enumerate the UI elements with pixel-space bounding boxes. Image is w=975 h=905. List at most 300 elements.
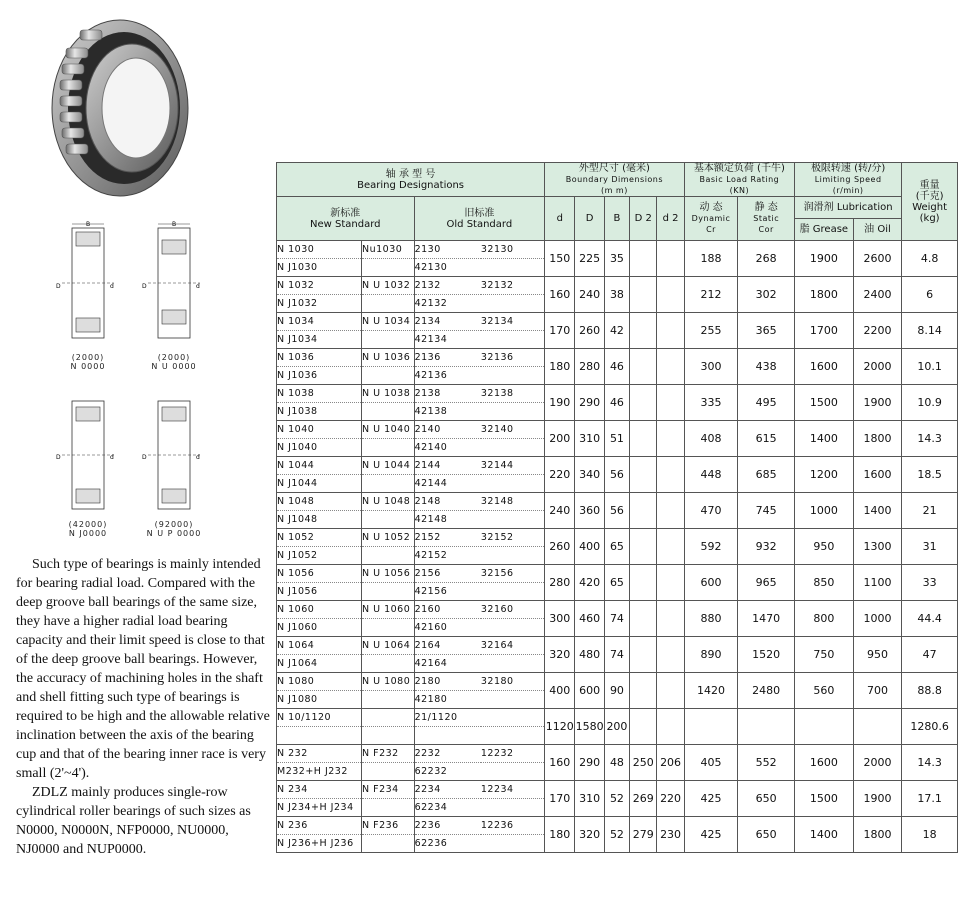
new-designation-alt: N U 1040	[361, 421, 414, 439]
new-designation: N J1034	[277, 334, 318, 345]
old-designation-alt: 12232	[481, 745, 545, 763]
old-designation: 2138	[414, 385, 481, 403]
dim-D: 310	[575, 421, 604, 457]
dim-d: 180	[545, 817, 575, 853]
dim-d: 200	[545, 421, 575, 457]
new-designation: N 1034	[277, 313, 362, 331]
diagram-n0000	[48, 218, 128, 371]
dim-D2	[630, 529, 657, 565]
col-d-header: d	[545, 197, 575, 241]
new-designation-alt: N U 1036	[361, 349, 414, 367]
old-designation-alt	[481, 691, 545, 709]
dim-d2	[657, 565, 684, 601]
lubrication-header: 润滑剂 Lubrication	[795, 197, 902, 219]
table-row	[277, 457, 958, 475]
old-designation-alt: 32156	[481, 565, 545, 583]
dim-B: 200	[604, 709, 629, 745]
dim-D2	[630, 673, 657, 709]
dim-D: 1580	[575, 709, 604, 745]
grease-speed: 850	[795, 565, 854, 601]
old-designation-alt	[481, 583, 545, 601]
dynamic-load: 188	[684, 241, 738, 277]
old-designation: 42136	[414, 367, 481, 385]
static-load: 302	[738, 277, 795, 313]
dim-d2	[657, 457, 684, 493]
dim-D: 310	[575, 781, 604, 817]
dim-d: 400	[545, 673, 575, 709]
new-designation: N 1080	[277, 673, 362, 691]
table-row	[277, 709, 958, 727]
new-designation-alt: Nu1030	[361, 241, 414, 259]
table-row	[277, 421, 958, 439]
new-designation-alt: N F236	[361, 817, 414, 835]
grease-speed: 1400	[795, 817, 854, 853]
old-designation-alt	[481, 547, 545, 565]
new-designation: N 234	[277, 781, 362, 799]
diagram-nj0000	[48, 395, 128, 538]
new-designation-alt	[361, 295, 414, 313]
old-designation-alt	[481, 295, 545, 313]
weight: 21	[902, 493, 958, 529]
old-designation: 42164	[414, 655, 481, 673]
bearing-spec-table	[276, 162, 958, 853]
old-designation-alt	[481, 619, 545, 637]
new-designation-alt	[361, 331, 414, 349]
dim-d2	[657, 313, 684, 349]
svg-text:d: d	[196, 454, 200, 461]
old-designation-alt	[481, 727, 545, 745]
dim-D: 340	[575, 457, 604, 493]
weight: 10.1	[902, 349, 958, 385]
diagram-caption: (2000)	[157, 353, 191, 362]
dim-D: 290	[575, 385, 604, 421]
dynamic-load: 592	[684, 529, 738, 565]
static-load: 268	[738, 241, 795, 277]
old-designation: 2132	[414, 277, 481, 295]
old-designation-alt	[481, 763, 545, 781]
new-designation-alt	[361, 259, 414, 277]
new-designation-alt: N U 1064	[361, 637, 414, 655]
dim-d2: 220	[657, 781, 684, 817]
svg-text:D: D	[56, 283, 61, 290]
new-designation-alt	[361, 835, 414, 853]
old-designation: 2148	[414, 493, 481, 511]
svg-text:d: d	[110, 454, 114, 461]
new-designation: N 1052	[277, 529, 362, 547]
dim-d2	[657, 385, 684, 421]
old-designation: 2164	[414, 637, 481, 655]
dim-d: 220	[545, 457, 575, 493]
dynamic-load: 212	[684, 277, 738, 313]
old-designation-alt: 32180	[481, 673, 545, 691]
new-designation: N J1052	[277, 550, 318, 561]
static-load: 650	[738, 781, 795, 817]
dim-D2	[630, 385, 657, 421]
static-load: 1470	[738, 601, 795, 637]
description-paragraph: Such type of bearings is mainly intended for bearing radial load. Compared with the deep groove ball bearings of the same size, they have a higher radial load bearing capacity and their limit speed is close to that of the deep groove ball bearings. However, the accuracy of machining holes in the shaft and shell fitting such type of bearings is required to be high and the allowable relative inclination between the axis of the bearing cup and that of the bearing inner race is very small (2'~4').	[16, 557, 270, 781]
old-designation-alt: 32160	[481, 601, 545, 619]
dim-D2	[630, 457, 657, 493]
dim-D2	[630, 601, 657, 637]
dim-D: 225	[575, 241, 604, 277]
dynamic-load: 425	[684, 817, 738, 853]
new-designation-alt: N U 1032	[361, 277, 414, 295]
dim-d2: 230	[657, 817, 684, 853]
dim-d: 160	[545, 745, 575, 781]
dim-D: 260	[575, 313, 604, 349]
static-load: 2480	[738, 673, 795, 709]
table-row	[277, 493, 958, 511]
new-designation: N 1032	[277, 277, 362, 295]
new-designation: N J1080	[277, 694, 318, 705]
old-designation: 42180	[414, 691, 481, 709]
old-designation: 2234	[414, 781, 481, 799]
bearing-photo	[40, 8, 190, 198]
oil-speed: 1000	[853, 601, 902, 637]
dim-D: 360	[575, 493, 604, 529]
weight: 47	[902, 637, 958, 673]
weight: 6	[902, 277, 958, 313]
oil-speed: 950	[853, 637, 902, 673]
dim-D: 400	[575, 529, 604, 565]
diagram-caption: N 0000	[70, 362, 106, 371]
static-load	[738, 709, 795, 745]
grease-speed: 1400	[795, 421, 854, 457]
dynamic-load: 335	[684, 385, 738, 421]
oil-speed: 2000	[853, 745, 902, 781]
new-designation-alt	[361, 583, 414, 601]
new-designation: N 1038	[277, 385, 362, 403]
grease-speed: 1500	[795, 385, 854, 421]
dim-d: 170	[545, 313, 575, 349]
weight: 14.3	[902, 421, 958, 457]
old-designation-alt	[481, 655, 545, 673]
dim-D2	[630, 313, 657, 349]
static-load: 685	[738, 457, 795, 493]
old-designation-alt	[481, 835, 545, 853]
dim-B: 74	[604, 601, 629, 637]
dim-d: 300	[545, 601, 575, 637]
oil-speed: 1800	[853, 421, 902, 457]
new-designation: N 1036	[277, 349, 362, 367]
description	[16, 555, 272, 859]
oil-speed: 700	[853, 673, 902, 709]
weight: 1280.6	[902, 709, 958, 745]
table-row	[277, 277, 958, 295]
old-designation: 2140	[414, 421, 481, 439]
svg-text:D: D	[142, 454, 147, 461]
weight: 4.8	[902, 241, 958, 277]
spec-table-body	[277, 241, 958, 853]
new-designation-alt	[361, 547, 414, 565]
dim-D: 600	[575, 673, 604, 709]
old-designation-alt: 32148	[481, 493, 545, 511]
old-designation-alt: 32144	[481, 457, 545, 475]
dim-d2	[657, 709, 684, 745]
dim-d2	[657, 493, 684, 529]
new-designation-alt	[361, 727, 414, 745]
old-designation-alt	[481, 709, 545, 727]
dim-D2	[630, 565, 657, 601]
oil-speed: 2200	[853, 313, 902, 349]
dim-B: 65	[604, 529, 629, 565]
old-designation: 42132	[414, 295, 481, 313]
dim-d: 160	[545, 277, 575, 313]
dim-B: 52	[604, 817, 629, 853]
new-designation-alt: N U 1052	[361, 529, 414, 547]
weight: 88.8	[902, 673, 958, 709]
dim-B: 38	[604, 277, 629, 313]
weight: 14.3	[902, 745, 958, 781]
new-designation-alt	[361, 511, 414, 529]
table-row	[277, 817, 958, 835]
old-designation-alt: 12234	[481, 781, 545, 799]
weight-header: 重量 (千克) Weight (kg)	[902, 163, 958, 241]
oil-speed: 2400	[853, 277, 902, 313]
grease-speed: 1500	[795, 781, 854, 817]
col-B-header: B	[604, 197, 629, 241]
new-designation: N J1040	[277, 442, 318, 453]
static-load: 552	[738, 745, 795, 781]
old-designation: 62232	[414, 763, 481, 781]
new-designation: N J1032	[277, 298, 318, 309]
dynamic-load: 1420	[684, 673, 738, 709]
old-designation	[414, 727, 481, 745]
old-designation: 42148	[414, 511, 481, 529]
new-designation: N 10/1120	[277, 709, 362, 727]
dim-D: 480	[575, 637, 604, 673]
new-designation: N 1056	[277, 565, 362, 583]
dim-B: 35	[604, 241, 629, 277]
grease-speed: 1900	[795, 241, 854, 277]
weight: 31	[902, 529, 958, 565]
load-rating-header: 基本额定负荷 (千牛) Basic Load Rating (KN)	[684, 163, 794, 197]
old-designation-alt: 32164	[481, 637, 545, 655]
new-designation-alt: N U 1080	[361, 673, 414, 691]
new-designation-alt: N U 1060	[361, 601, 414, 619]
dim-d2	[657, 673, 684, 709]
dynamic-load	[684, 709, 738, 745]
col-D-header: D	[575, 197, 604, 241]
table-row	[277, 349, 958, 367]
dim-D2: 269	[630, 781, 657, 817]
old-designation: 42144	[414, 475, 481, 493]
grease-speed: 1800	[795, 277, 854, 313]
description-paragraph: ZDLZ mainly produces single-row cylindrical roller bearings of such sizes as N0000, N0000N, NFP0000, NU0000, NJ0000 and NUP0000.	[16, 785, 251, 857]
svg-text:d: d	[110, 283, 114, 290]
designation-header: 轴 承 型 号 Bearing Designations	[277, 163, 545, 197]
dim-D2	[630, 277, 657, 313]
table-row	[277, 313, 958, 331]
grease-speed: 1600	[795, 745, 854, 781]
dim-B: 51	[604, 421, 629, 457]
diagram-caption: N U 0000	[151, 362, 197, 371]
dim-d: 190	[545, 385, 575, 421]
weight: 18	[902, 817, 958, 853]
old-designation: 2236	[414, 817, 481, 835]
new-designation-alt	[361, 439, 414, 457]
new-designation: N 1048	[277, 493, 362, 511]
old-designation: 42160	[414, 619, 481, 637]
new-designation: N J1060	[277, 622, 318, 633]
dim-D: 240	[575, 277, 604, 313]
old-designation: 42152	[414, 547, 481, 565]
oil-speed: 1100	[853, 565, 902, 601]
dynamic-load: 300	[684, 349, 738, 385]
old-designation: 2152	[414, 529, 481, 547]
dim-B: 48	[604, 745, 629, 781]
dim-D2	[630, 637, 657, 673]
static-load: 615	[738, 421, 795, 457]
table-row	[277, 601, 958, 619]
old-designation-alt: 12236	[481, 817, 545, 835]
dim-D2: 279	[630, 817, 657, 853]
old-designation-alt	[481, 367, 545, 385]
dim-d2	[657, 349, 684, 385]
dim-d2	[657, 529, 684, 565]
dynamic-load: 255	[684, 313, 738, 349]
old-designation-alt	[481, 439, 545, 457]
new-standard-header: 新标准 New Standard	[277, 197, 415, 241]
table-row	[277, 529, 958, 547]
new-designation-alt	[361, 403, 414, 421]
old-designation: 62236	[414, 835, 481, 853]
grease-speed: 1600	[795, 349, 854, 385]
svg-text:B: B	[85, 221, 91, 228]
grease-speed: 750	[795, 637, 854, 673]
static-load: 650	[738, 817, 795, 853]
grease-speed: 1700	[795, 313, 854, 349]
new-designation-alt	[361, 619, 414, 637]
svg-text:B: B	[171, 221, 177, 228]
dim-d: 280	[545, 565, 575, 601]
grease-speed: 560	[795, 673, 854, 709]
new-designation: N 1044	[277, 457, 362, 475]
new-designation: N J236+H J236	[277, 838, 354, 849]
table-row	[277, 385, 958, 403]
old-designation: 2156	[414, 565, 481, 583]
weight: 18.5	[902, 457, 958, 493]
oil-speed: 2600	[853, 241, 902, 277]
old-designation: 2180	[414, 673, 481, 691]
new-designation: N 232	[277, 745, 362, 763]
svg-text:D: D	[56, 454, 61, 461]
dim-D: 460	[575, 601, 604, 637]
dim-B: 46	[604, 385, 629, 421]
old-designation-alt	[481, 331, 545, 349]
grease-speed: 800	[795, 601, 854, 637]
dim-B: 65	[604, 565, 629, 601]
weight: 8.14	[902, 313, 958, 349]
new-designation-alt	[361, 475, 414, 493]
new-designation: N J1044	[277, 478, 318, 489]
static-load: 438	[738, 349, 795, 385]
new-designation-alt: N U 1038	[361, 385, 414, 403]
diagram-caption: (42000)	[68, 520, 108, 529]
col-d2-header: d 2	[657, 197, 684, 241]
oil-speed: 1400	[853, 493, 902, 529]
new-designation: N J1048	[277, 514, 318, 525]
new-designation: N J1064	[277, 658, 318, 669]
old-designation: 42140	[414, 439, 481, 457]
old-designation-alt	[481, 511, 545, 529]
new-designation-alt: N F232	[361, 745, 414, 763]
dim-d: 260	[545, 529, 575, 565]
dim-D2	[630, 241, 657, 277]
dim-d: 170	[545, 781, 575, 817]
dim-d2	[657, 421, 684, 457]
grease-speed: 1000	[795, 493, 854, 529]
table-row	[277, 745, 958, 763]
oil-speed: 1600	[853, 457, 902, 493]
dim-D2	[630, 421, 657, 457]
old-designation-alt	[481, 475, 545, 493]
oil-speed	[853, 709, 902, 745]
new-designation-alt: N U 1048	[361, 493, 414, 511]
old-designation-alt: 32136	[481, 349, 545, 367]
dim-D: 420	[575, 565, 604, 601]
dynamic-load: 880	[684, 601, 738, 637]
old-designation-alt: 32138	[481, 385, 545, 403]
new-designation: N J234+H J234	[277, 802, 354, 813]
dim-B: 90	[604, 673, 629, 709]
old-designation-alt: 32130	[481, 241, 545, 259]
dynamic-header: 动 态 Dynamic Cr	[684, 197, 738, 241]
old-designation-alt: 32140	[481, 421, 545, 439]
old-designation: 2134	[414, 313, 481, 331]
dynamic-load: 600	[684, 565, 738, 601]
static-load: 932	[738, 529, 795, 565]
static-load: 965	[738, 565, 795, 601]
col-D2-header: D 2	[630, 197, 657, 241]
dynamic-load: 405	[684, 745, 738, 781]
diagram-nup0000	[134, 395, 214, 538]
old-designation-alt	[481, 403, 545, 421]
old-designation: 2130	[414, 241, 481, 259]
oil-speed: 1900	[853, 385, 902, 421]
old-designation: 42138	[414, 403, 481, 421]
new-designation	[277, 727, 362, 745]
dim-d: 320	[545, 637, 575, 673]
oil-speed: 1300	[853, 529, 902, 565]
dim-d: 150	[545, 241, 575, 277]
table-row	[277, 781, 958, 799]
oil-speed: 1900	[853, 781, 902, 817]
grease-speed: 1200	[795, 457, 854, 493]
dim-B: 42	[604, 313, 629, 349]
old-designation: 42130	[414, 259, 481, 277]
dimensions-header: 外型尺寸 (毫米) Boundary Dimensions (m m)	[545, 163, 685, 197]
dim-d: 240	[545, 493, 575, 529]
grease-header: 脂 Grease	[795, 219, 854, 241]
grease-speed	[795, 709, 854, 745]
dim-d: 180	[545, 349, 575, 385]
oil-speed: 2000	[853, 349, 902, 385]
dim-D2	[630, 493, 657, 529]
old-designation-alt	[481, 799, 545, 817]
table-row	[277, 565, 958, 583]
new-designation: N 1040	[277, 421, 362, 439]
dynamic-load: 448	[684, 457, 738, 493]
old-designation: 42134	[414, 331, 481, 349]
static-load: 1520	[738, 637, 795, 673]
dynamic-load: 470	[684, 493, 738, 529]
static-load: 745	[738, 493, 795, 529]
table-row	[277, 673, 958, 691]
oil-header: 油 Oil	[853, 219, 902, 241]
dim-B: 56	[604, 457, 629, 493]
diagram-caption: N J0000	[68, 529, 108, 538]
